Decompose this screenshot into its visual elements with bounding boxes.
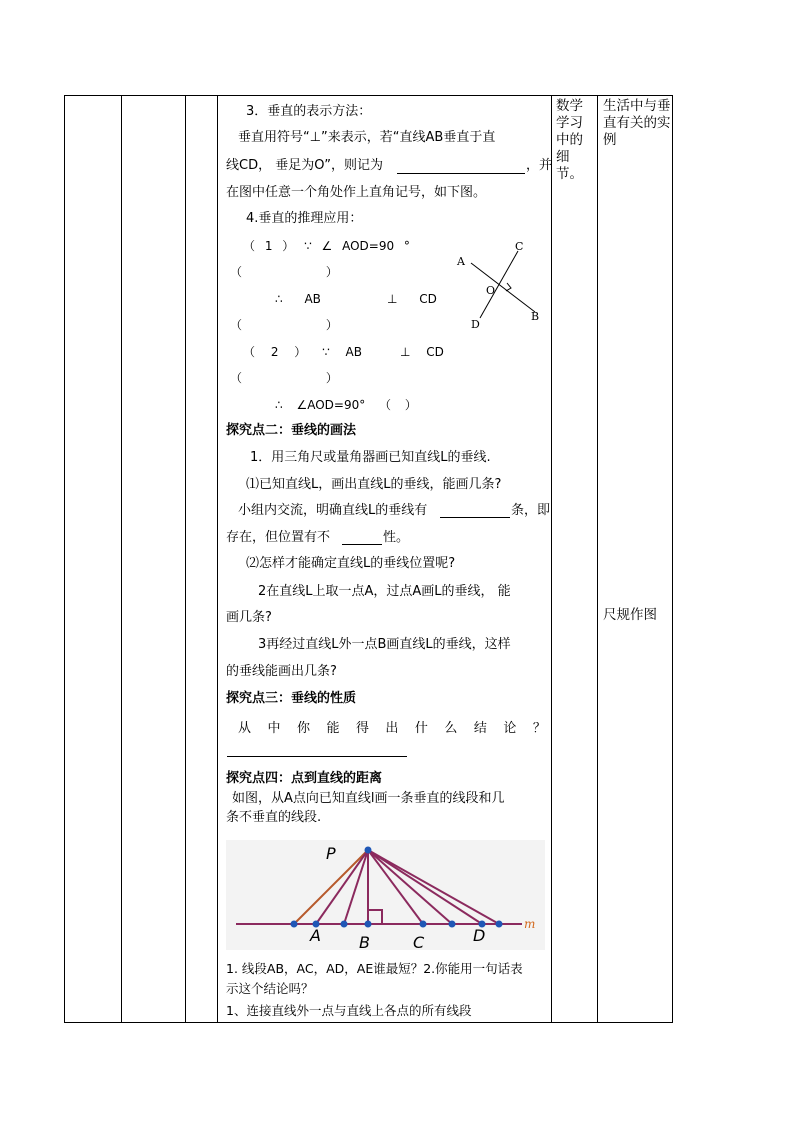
question-char: 出 [385,721,399,736]
answer-blank [342,544,382,545]
figure1-label-d: D [471,318,480,331]
text-line: 1. 线段AB，AC，AD，AE谁最短？2.你能用一句话表 [226,961,523,976]
text-line: 条不垂直的线段. [226,810,322,825]
text-line: 性。 [383,530,410,545]
text-line: 的垂线能画出几条? [226,664,337,679]
question-char: 结 [473,721,487,736]
reasoning-line: ⊥ CD [387,292,437,306]
point-b [365,921,372,928]
figure1-label-b: B [531,310,540,323]
answer-blank [397,173,525,174]
text-line: 3再经过直线L外一点B画直线L的垂线，这样 [258,637,511,652]
label-b: B [359,933,370,950]
point-e [496,921,503,928]
answer-blank [227,756,407,757]
label-m: m [524,917,536,931]
perpendicular-distance-figure [226,840,545,950]
spaced-question [238,717,546,736]
text-line: 1、连接直线外一点与直线上各点的所有线段 [226,1003,472,1018]
text-line: ⑵怎样才能确定直线L的垂线位置呢? [246,556,456,571]
text-line: 1．用三角尺或量角器画已知直线L的垂线. [250,450,491,465]
figure1-label-c: C [515,240,524,253]
label-c: C [413,933,425,950]
question-char: 你 [296,721,310,736]
question-char: 能 [326,721,340,736]
text-line: 存在，但位置有不 [226,530,331,545]
reasoning-line: （ ） [230,265,338,279]
reasoning-line: ∴ AB [275,292,321,306]
reasoning-line: ∴ ∠AOD=90° （ ） [275,398,417,412]
question-char: 中 [267,721,281,736]
section-3-title: 3．垂直的表示方法： [246,104,372,119]
figure1-label-o: O [486,284,496,297]
side-note-construction: 尺规作图 [603,607,657,623]
col-border [597,95,598,1023]
reasoning-line: ⊥ CD [400,345,444,359]
side-note-examples: 生活中与垂直有关的实例 [603,98,671,148]
reasoning-line: （ ） [230,371,338,385]
reasoning-line: （ 1 ） ∵ ∠ AOD=90 ° [243,239,410,253]
table-top-border [64,95,673,96]
text-line: ⑴已知直线L，画出直线L的垂线，能画几条? [246,477,502,492]
question-char: 么 [444,721,458,736]
answer-blank [440,517,510,518]
question-char: 什 [414,721,428,736]
side-note-details: 数学学习中的细节。 [556,98,583,182]
col-border [551,95,552,1023]
point [341,921,348,928]
text-line: 如图，从A点向已知直线l画一条垂直的线段和几 [232,791,505,806]
text-line: 条，即 [511,503,551,518]
point-p [365,847,372,854]
col-border [121,95,122,1023]
col-border [64,95,65,1023]
figure1-label-a: A [457,255,465,268]
question-char: ？ [532,721,546,736]
text-line: 在图中任意一个角处作上直角记号，如下图。 [226,185,487,200]
text-line: 示这个结论吗？ [226,981,314,996]
reasoning-line: （ ） [230,318,338,332]
label-a: A [310,926,321,945]
col-border [672,95,673,1023]
intersecting-lines-figure [452,236,552,332]
question-char: 得 [355,721,369,736]
label-d: D [473,926,486,945]
section-e4-title: 探究点四：点到直线的距离 [226,771,383,786]
section-4-title: 4.垂直的推理应用： [246,211,363,226]
text-line: ，并 [526,158,553,173]
text-line: 垂直用符号“⊥”来表示，若“直线AB垂直于直 [238,130,496,145]
question-char: 论 [503,721,517,736]
point [291,921,298,928]
point-c [420,921,427,928]
question-char: 从 [238,721,252,736]
col-border [217,95,218,1023]
label-p: P [326,844,336,863]
text-line: 线CD， 垂足为O”，则记为 [226,158,383,173]
text-line: 画几条? [226,610,272,625]
reasoning-line: （ 2 ） ∵ AB [243,345,362,359]
section-e2-title: 探究点二：垂线的画法 [226,423,357,438]
point [449,921,456,928]
table-bottom-border [64,1022,673,1023]
section-e3-title: 探究点三：垂线的性质 [226,691,357,706]
text-line: 2在直线L上取一点A，过点A画L的垂线， 能 [258,584,511,599]
col-border [185,95,186,1023]
text-line: 小组内交流，明确直线L的垂线有 [238,503,428,518]
figure-background [226,840,545,950]
